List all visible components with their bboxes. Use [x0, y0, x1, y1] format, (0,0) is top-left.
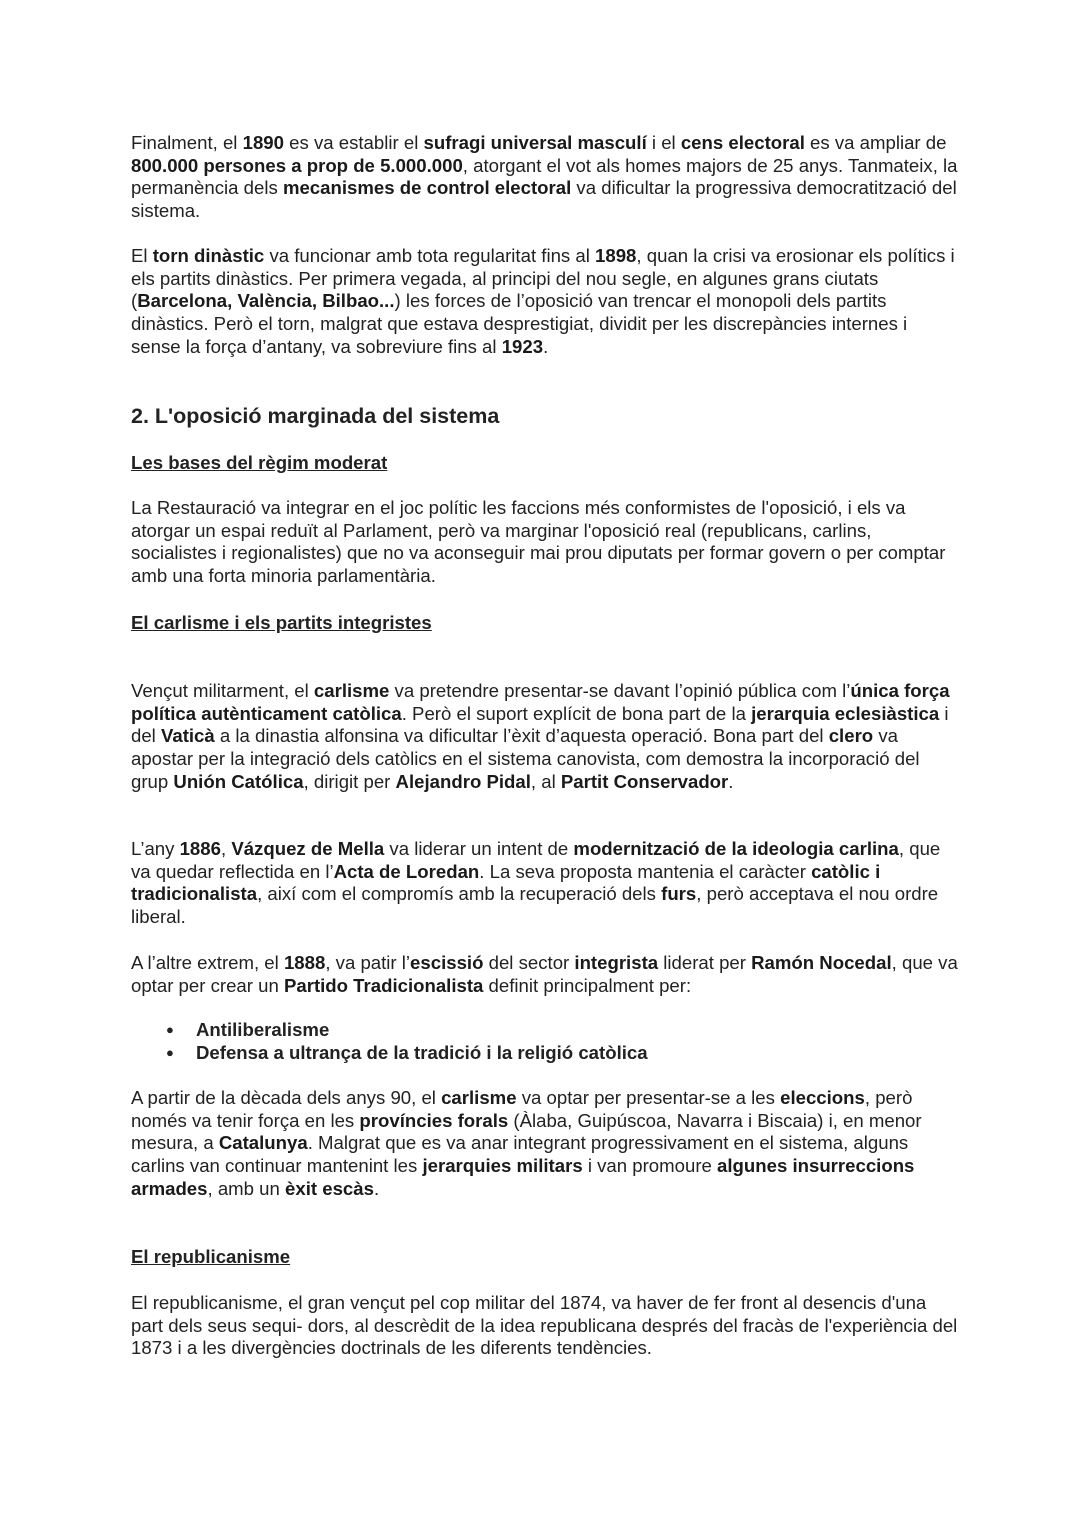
- text: La Restauració va integrar en el joc polític les faccions més conformistes de l'oposició, i els va atorgar un espai reduït al Parlament, però va marginar l'oposició real (republicans, carlins, socialistes i regionalistes) que no va aconseguir mai prou diputats per formar govern o per comptar amb una forta minoria parlamentària.: [131, 497, 946, 587]
- paragraph-restauracio: [131, 497, 961, 588]
- text: El carlisme i els partits integristes: [131, 612, 432, 633]
- bold-text: única força política autènticament catòlica: [131, 680, 950, 724]
- text: , amb un: [207, 1177, 286, 1199]
- text: , al: [530, 770, 561, 792]
- bold-text: modernització de la ideologia carlina: [573, 838, 899, 859]
- bullet-list: [131, 1019, 961, 1064]
- text: .: [728, 770, 734, 792]
- text: i el: [646, 132, 681, 153]
- bold-text: Alejandro Pidal: [395, 770, 531, 792]
- paragraph-sufragi: [131, 132, 961, 223]
- subheading-republicanisme: [131, 1246, 961, 1269]
- bold-text: catòlic i tradicionalista: [131, 860, 881, 905]
- bold-text: 1923: [501, 335, 544, 357]
- bold-text: algunes insurreccions armades: [131, 1155, 915, 1199]
- bold-text: carlisme: [441, 1087, 517, 1108]
- bold-text: Ramón Nocedal: [751, 952, 892, 973]
- text: es va ampliar de: [804, 132, 947, 153]
- bold-text: 1890: [242, 132, 284, 153]
- bold-text: jerarquies militars: [422, 1155, 583, 1177]
- text: L’any: [131, 838, 180, 859]
- text: A l’altre extrem, el: [131, 952, 284, 973]
- text: ) les forces de l’oposició van trencar el monopoli dels partits dinàstics. Però el torn, malgrat que estava desprestigiat, dividit per les discrepàncies internes i sense la força d’antany, va sobreviure fins al: [131, 290, 908, 357]
- text: .: [543, 335, 549, 357]
- bold-text: Barcelona, València, Bilbao...: [137, 290, 395, 312]
- bold-text: cens electoral: [680, 132, 805, 153]
- text: del sector: [483, 952, 575, 973]
- bold-text: èxit escàs: [285, 1177, 374, 1199]
- bold-text: furs: [661, 883, 697, 905]
- text: va funcionar amb tota regularitat fins al: [264, 245, 596, 266]
- text: ,: [220, 838, 232, 859]
- paragraph-republicanisme: [131, 1292, 961, 1360]
- text: Finalment, el: [131, 132, 243, 153]
- text: A partir de la dècada dels anys 90, el: [131, 1087, 442, 1108]
- bold-text: carlisme: [313, 680, 390, 701]
- text: i van promoure: [582, 1155, 718, 1177]
- paragraph-eleccions: [131, 1087, 961, 1201]
- subheading-carlisme: [131, 612, 961, 635]
- paragraph-integrisme: [131, 952, 961, 997]
- text: 2. L'oposició marginada del sistema: [131, 404, 500, 428]
- text: , que va quedar reflectida en l’: [131, 838, 941, 882]
- paragraph-carlisme: [131, 680, 961, 794]
- bold-text: Vaticà: [160, 725, 215, 747]
- section-heading: [131, 403, 961, 429]
- text: . La seva proposta mantenia el caràcter: [479, 860, 812, 882]
- bold-text: 800.000 persones a prop de 5.000.000: [131, 154, 463, 176]
- bold-text: mecanismes de control electoral: [282, 177, 572, 199]
- bold-text: Partido Tradicionalista: [283, 974, 484, 996]
- text: . Però el suport explícit de bona part de la: [401, 702, 752, 724]
- text: es va establir el: [283, 132, 424, 153]
- bold-text: Vázquez de Mella: [231, 838, 385, 859]
- bold-text: 1886: [179, 838, 221, 859]
- text: va liderar un intent de: [384, 838, 574, 859]
- text: . Malgrat que es va anar integrant progressivament en el sistema, alguns carlins van continuar mantenint les: [131, 1132, 909, 1177]
- bold-text: sufragi universal masculí: [423, 132, 647, 153]
- text: , dirigit per: [303, 770, 396, 792]
- text: va optar per presentar-se a les: [516, 1087, 781, 1108]
- text: , així com el compromís amb la recuperació dels: [257, 883, 662, 905]
- text: , quan la crisi va erosionar els polítics i els partits dinàstics. Per primera vegada, al principi del nou segle, en algunes grans ciutats (: [131, 245, 955, 312]
- text: va pretendre presentar-se davant l’opinió pública com l’: [389, 680, 851, 701]
- text: El republicanisme: [131, 1246, 291, 1267]
- paragraph-torn-dinastic: [131, 245, 961, 359]
- bold-text: Unión Católica: [173, 770, 304, 792]
- bold-text: Partit Conservador: [560, 770, 729, 792]
- bold-text: eleccions: [780, 1087, 865, 1108]
- bold-text: escissió: [410, 952, 484, 973]
- bold-text: clero: [828, 725, 874, 747]
- text: Vençut militarment, el: [131, 680, 314, 701]
- text: , va patir l’: [325, 952, 411, 973]
- text: .: [373, 1177, 380, 1199]
- bold-text: integrista: [574, 952, 659, 973]
- list-item: ● Antiliberalisme: [131, 1019, 961, 1042]
- list-item: ● Defensa a ultrança de la tradició i la religió catòlica: [131, 1042, 961, 1065]
- bold-text: Acta de Loredan: [333, 860, 480, 882]
- text: (Àlaba, Guipúscoa, Navarra i Biscaia) i, en menor mesura, a: [131, 1109, 922, 1154]
- text: , però només va tenir força en les: [131, 1087, 913, 1131]
- text: El republicanisme, el gran vençut pel cop militar del 1874, va haver de fer front al desencis d'una part dels seus sequi- dors, al descrèdit de la idea republicana després del fracàs de l'experiència del 1873 i a les divergències doctrinals de les diferents tendències.: [131, 1292, 958, 1359]
- bold-text: jerarquia eclesiàstica: [751, 702, 940, 724]
- text: El: [131, 245, 153, 266]
- text: a la dinastia alfonsina va dificultar l’èxit d’aquesta operació. Bona part del: [214, 725, 829, 747]
- paragraph-mella: [131, 838, 961, 929]
- text: , atorgant el vot als homes majors de 25 anys. Tanmateix, la permanència dels: [131, 154, 958, 199]
- text: , però acceptava el nou ordre liberal.: [131, 883, 939, 928]
- bold-text: 1888: [283, 952, 326, 973]
- subheading-bases: [131, 452, 961, 475]
- text: va apostar per la integració dels catòlics en el sistema canovista, com demostra la incorporació del grup: [131, 725, 920, 792]
- bold-text: Catalunya: [218, 1132, 308, 1154]
- text: va dificultar la progressiva democratització del sistema.: [131, 177, 957, 222]
- text: , que va optar per crear un: [131, 952, 958, 996]
- bold-text: torn dinàstic: [152, 245, 265, 266]
- text: definit principalment per:: [483, 974, 692, 996]
- text: liderat per: [658, 952, 752, 973]
- bold-text: 1898: [595, 245, 637, 266]
- bold-text: províncies forals: [359, 1109, 509, 1131]
- text: Les bases del règim moderat: [131, 452, 388, 473]
- text: i del: [131, 702, 949, 747]
